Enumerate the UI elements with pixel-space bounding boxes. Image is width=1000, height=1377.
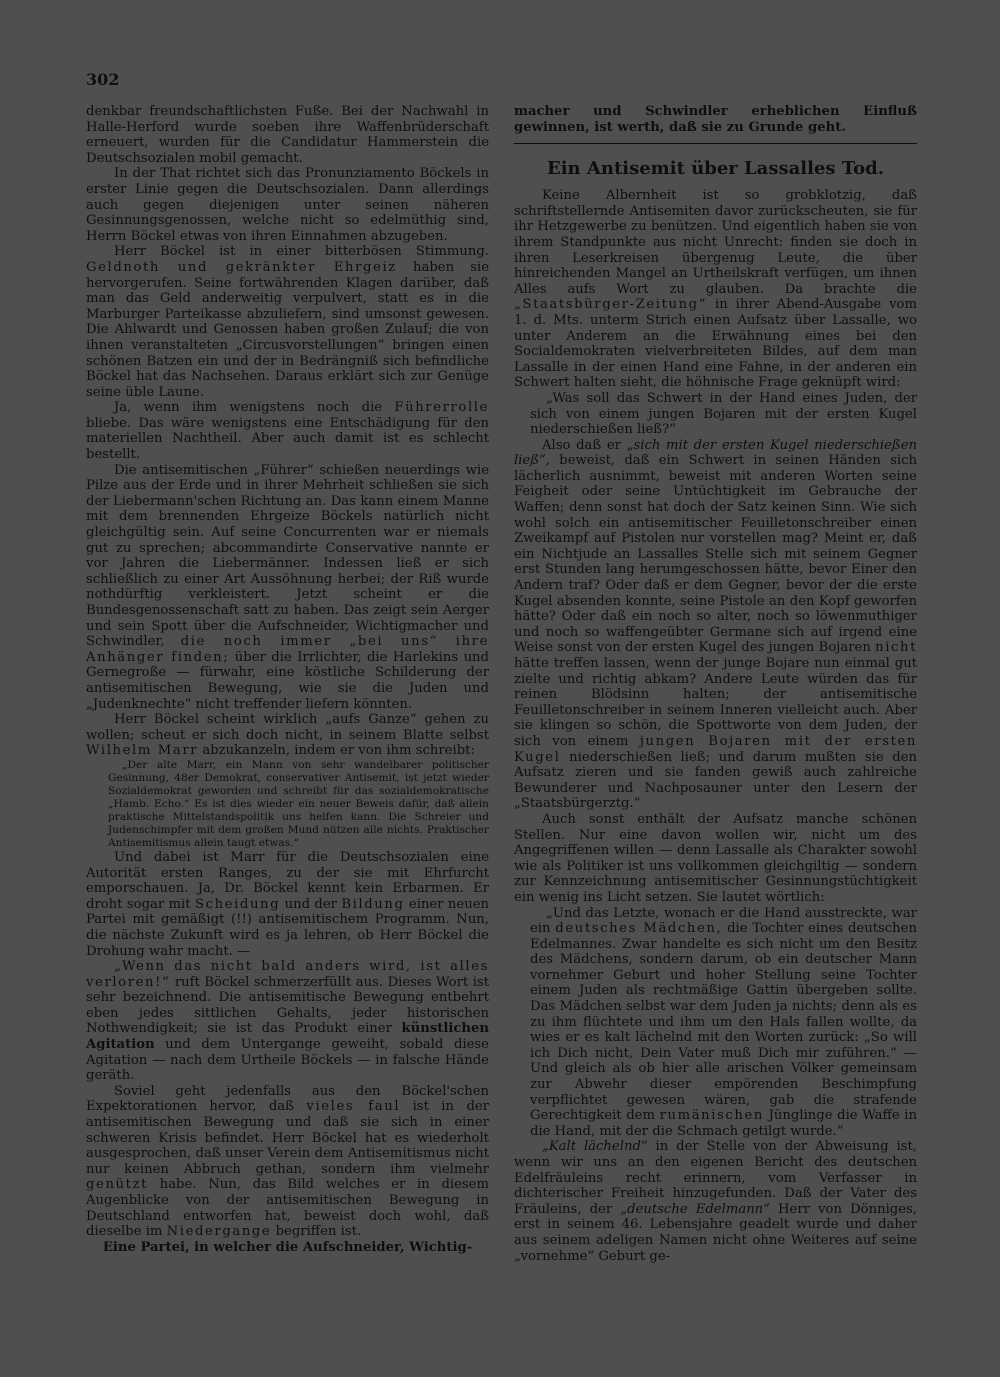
text-run: und dem Untergange geweiht, sobald diese Agitation — nach dem Urtheile Böckels — in falsche Hände geräth.: [86, 1037, 489, 1084]
paragraph: [86, 463, 489, 713]
italic-text: „Kalt lächelnd“: [542, 1139, 648, 1155]
block-quote: [514, 906, 917, 1140]
text-run: ruft Böckel schmerzerfüllt aus. Dieses Wort ist sehr bezeichnend. Die antisemitische Bewegung entbehrt eben jedes sittlichen Gehalts, jeder historischen Nothwendigkeit; sie ist das Produkt einer: [86, 974, 489, 1037]
text-run: ist in der antisemitischen Bewegung und daß sie sich in einer schweren Krisis befindet. Herr Böckel hat es wiederholt ausgesprochen, daß unser Verein dem Antisemitismus nicht nur keinen Abbruch gethan, sondern ihm vielmehr: [86, 1099, 489, 1177]
paragraph: [86, 400, 489, 462]
text-run: Keine Albernheit ist so grobklotzig, daß schriftstellernde Antisemiten davor zurückscheuten, sie für ihr Hetzgewerbe zu benützen. Und eigentlich haben sie von ihrem Standpunkte aus nicht Unrecht: finden sie doch in ihren Leserkreisen übergenug Leute, die über hinreichenden Mangel an Urtheilskraft verfügen, um ihnen Alles aufs Wort zu glauben. Da brachte die: [514, 188, 917, 297]
spaced-text: Niedergange: [166, 1224, 272, 1240]
text-run: Also daß er: [542, 437, 621, 453]
spaced-text: Wilhelm Marr: [86, 743, 199, 759]
text-run: abzukanzeln, indem er von ihm schreibt:: [202, 743, 475, 759]
spaced-text: „Wenn das nicht bald anders wird, ist alles verloren!“: [86, 959, 489, 990]
text-run: beweist, daß ein Schwert in seinen Händen sich lächerlich ausnimmt, beweist mit anderen Worten seine Feigheit oder seine Untüchtigkeit im Gebrauche der Waffen; denn sonst hat doch der Satz keinen Sinn. Wie sich wohl solch ein antisemitischer Feuilletonschreiber einen Zweikampf auf Pistolen nur vorstellen mag? Meint er, daß ein Nichtjude an Lassalles Stelle sich mit seinem Gegner erst Stunden lang herumgeschossen hätte, bevor Einer den Andern traf? Oder daß er dem Gegner, bevor der die erste Kugel absenden konnte, seine Pistole an den Kopf geworfen hätte? Oder daß ein noch so alter, noch so löwenmuthiger und noch so waffengeübter Germane sich auf irgend eine Weise sonst von der ersten Kugel des jungen Bojaren: [514, 453, 917, 656]
spaced-text: jungen Bojaren mit der ersten Kugel: [514, 733, 917, 765]
paragraph: [514, 438, 917, 812]
spaced-text: die noch immer „bei uns“ ihre Anhänger finden;: [86, 634, 489, 665]
right-column: [514, 104, 917, 1264]
text-run: haben sie hervorgerufen. Seine fortwährenden Klagen darüber, daß man das Geld anderweitig verpulvert, statt es in die Marburger Parteikasse abzuliefern, sind umsonst gewesen. Die Ahlwardt und Genossen haben großen Zulauf; die von ihnen veranstalteten „Circusvorstellungen“ bringen einen schönen Batzen ein und der in Bedrängniß sich befindliche Böckel hat das Nachsehen. Daraus erklärt sich zur Genüge seine üble Laune.: [86, 259, 489, 400]
article-heading: Ein Antisemit über Lassalles Tod.: [546, 158, 884, 180]
text-run: in ihrer Abend-Ausgabe vom 1. d. Mts. unterm Strich einen Aufsatz über Lassalle, wo unter Anderem an die Erwähnung eines bei den Socialdemokraten vielverbreiteten Bildes, auf dem man Lassalle in der einen Hand eine Fahne, in der anderen ein Schwert halten sieht, die höhnische Frage geknüpft wird:: [514, 297, 917, 391]
spaced-text: deutsches Mädchen,: [555, 921, 723, 937]
text-run: Und dabei ist Marr für die Deutschsozialen eine Autorität ersten Ranges, zu der sie mit Ehrfurcht emporschauen. Ja, Dr. Böckel kennt kein Erbarmen. Er droht sogar mit: [86, 849, 489, 912]
text-run: Die antisemitischen „Führer“ schießen neuerdings wie Pilze aus der Erde und in ihrer Mehrheit schließen sie sich der Liebermann'schen Richtung an. Das kann einem Manne mit dem brennenden Ehrgeize Böckels natürlich nicht gleichgültig sein. Auf seine Concurrenten war er niemals gut zu sprechen; abcommandirte Conservative nannte er vor Jahren die Liebermänner. Indessen ließ er sich schließlich zu einer Art Aussöhnung herbei; der Riß wurde nothdürftig verkleistert. Jetzt scheint er die Bundesgenossenschaft satt zu haben. Das zeigt sein Aerger und sein Spott über die Aufschneider, Wichtigmacher und Schwindler,: [86, 462, 489, 650]
spaced-text: Bildung: [341, 896, 405, 912]
text-run: in der Stelle von der Abweisung ist, wenn wir uns an den eigenen Bericht des deutschen Edelfräuleins recht erinnern, vom Verfasser in dichterischer Freiheit hinzugefunden. Daß der Vater des Fräuleins, der: [514, 1139, 917, 1217]
paragraph: [86, 850, 489, 959]
spaced-text: Führerrolle: [394, 400, 489, 416]
spaced-text: rumänischen: [659, 1108, 765, 1124]
bold-text: künstlichen Agitation: [86, 1021, 489, 1053]
paragraph: [514, 188, 917, 391]
paragraph: [86, 1084, 489, 1240]
text-run: und der: [284, 896, 337, 912]
page-number: 302: [86, 70, 120, 89]
paragraph: [514, 1139, 917, 1264]
spaced-text: vieles faul: [306, 1099, 401, 1115]
text-run: Herr von Dönniges, erst in seinem 46. Lebensjahre geadelt wurde und daher aus seinem adeligen Namen nicht ohne Weiteres auf seine „vornehme“ Geburt ge-: [514, 1201, 917, 1264]
italic-text: „deutsche Edelmann“: [620, 1201, 770, 1217]
paragraph: denkbar freundschaftlichsten Fuße. Bei der Nachwahl in Halle-Herford wurde soeben ihre Waffenbrüderschaft erneuert, wurden für die Candidatur Hammerstein die Deutschsozialen mobil gemacht.: [86, 104, 489, 166]
italic-text: „sich mit der ersten Kugel niederschießen ließ“,: [514, 437, 917, 469]
paragraph: Auch sonst enthält der Aufsatz manche schönen Stellen. Nur eine davon wollen wir, nicht um des Angegriffenen willen — denn Lassalle als Charakter sowohl wie als Politiker ist uns vollkommen gleichgiltig — sondern zur Kennzeichnung antisemitischer Gesinnungstüchtigkeit ein wenig ins Licht setzen. Sie lautet wörtlich:: [514, 811, 917, 905]
text-run: die Tochter eines deutschen Edelmannes. Zwar handelte es sich nicht um den Besitz des Mädchens, sondern darum, ob ein deutscher Mann vornehmer Geburt und hoher Stellung seine Tochter einem Juden als rechtmäßige Gattin übergeben sollte. Das Mädchen selbst war dem Juden ja nichts; denn als es zu ihm flüchtete und ihm um den Hals fallen wollte, da wies er es kalt lächelnd mit den Worten zurück: „So will ich Dich nicht, Dein Vater muß Dich mir zuführen.“ — Und gleich als ob hier alle arischen Völker gemeinsam zur Abwehr dieser empörenden Beschimpfung verpflichtet gewesen wären, gab die strafende Gerechtigkeit dem: [530, 921, 917, 1124]
paragraph: [86, 959, 489, 1084]
left-column: [86, 104, 489, 1255]
text-run: Herr Böckel scheint wirklich „aufs Ganze“ gehen zu wollen; scheut er sich doch nicht, in seinem Blatte selbst: [86, 712, 489, 743]
paragraph: [86, 244, 489, 400]
spaced-text: genützt: [86, 1177, 148, 1193]
spaced-text: „Staatsbürger-Zeitung“: [514, 297, 708, 313]
spaced-text: nicht: [875, 640, 917, 656]
block-quote: „Der alte Marr, ein Mann von sehr wandelbarer politischer Gesinnung, 48er Demokrat, conservativer Antisemit, ist jetzt wieder Sozialdemokrat geworden und schreibt für das sozialdemokratische „Hamb. Echo.“ Es ist dies wieder ein neuer Beweis dafür, daß allein praktische Mittelstandspolitik uns helfen kann. Die Schreier und Judenschimpfer mit dem großen Mund nützen alle nichts. Praktischer Antisemitismus allein taugt etwas.“: [108, 758, 489, 849]
text-run: „Und das Letzte, wonach er die Hand ausstreckte, war ein: [530, 905, 917, 937]
text-run: über die Irrlichter, die Harlekins und Gernegroße — fürwahr, eine köstliche Schilderung der antisemitischen Bewegung, wie sie die Juden und „Judenknechte“ nicht treffender liefern könnten.: [86, 649, 489, 712]
bold-paragraph: macher und Schwindler erheblichen Einfluß gewinnen, ist werth, daß sie zu Grunde geht.: [514, 104, 917, 135]
paragraph: In der That richtet sich das Pronunziamento Böckels in erster Linie gegen die Deutschsozialen. Dann allerdings auch gegen diejenigen unter seinen näheren Gesinnungsgenossen, welche nicht so edelmüthig sind, Herrn Böckel etwas von ihren Einnahmen abzugeben.: [86, 166, 489, 244]
spaced-text: Geldnoth und gekränkter Ehrgeiz: [86, 259, 397, 275]
divider: [514, 143, 917, 144]
paragraph: [86, 712, 489, 759]
text-run: begriffen ist.: [275, 1224, 362, 1240]
text-run: Herr Böckel ist in einer bitterbösen Stimmung.: [114, 244, 489, 260]
text-run: einer neuen Partei mit gemäßigt (!!) antisemitischem Programm. Nun, die nächste Zukunft wird es ja lehren, ob Herr Böckel die Drohung wahr macht. —: [86, 896, 490, 959]
text-run: Soviel geht jedenfalls aus den Böckel'schen Expektorationen hervor, daß: [86, 1083, 489, 1115]
spaced-text: Scheidung: [194, 896, 281, 912]
text-run: Jünglinge die Waffe in die Hand, mit der die Schmach getilgt wurde.“: [530, 1108, 917, 1139]
block-quote: „Was soll das Schwert in der Hand eines Juden, der sich von einem jungen Bojaren mit der ersten Kugel niederschießen ließ?“: [530, 390, 917, 438]
text-run: Ja, wenn ihm wenigstens noch die: [114, 400, 383, 416]
text-run: hätte treffen lassen, wenn der junge Bojare nun einmal gut zielte und richtig abkam? Andere Leute würden das für reinen Blödsinn halten; der antisemitische Feuilletonschreiber in seinem Inneren vielleicht auch. Aber sie klingen so schön, die Spottworte von dem Juden, der sich von einem: [514, 656, 917, 749]
text-run: bliebe. Das wäre wenigstens eine Entschädigung für den materiellen Nachtheil. Aber auch damit ist es schlecht bestellt.: [86, 415, 489, 463]
text-run: habe. Nun, das Bild welches er in diesem Augenblicke von der antisemitischen Bewegung in Deutschland entworfen hat, beweist doch wohl, daß dieselbe im: [86, 1177, 489, 1240]
text-run: niederschießen ließ; und darum mußten sie den Aufsatz zieren und sie fanden gewiß auch zahlreiche Bewunderer und Nachposauner unter den Lesern der „Staatsbürgerztg.“: [514, 749, 917, 812]
bold-paragraph: Eine Partei, in welcher die Aufschneider, Wichtig-: [102, 1239, 473, 1255]
